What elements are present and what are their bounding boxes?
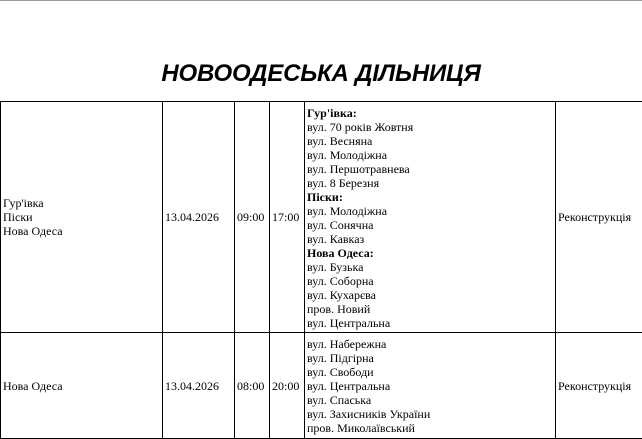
- localities-cell: [1, 102, 163, 333]
- street-name: вул. Весняна: [307, 134, 373, 148]
- end-time-cell: 20:00: [270, 333, 305, 439]
- street-name: вул. Підгірна: [307, 351, 374, 365]
- table-row: [1, 102, 642, 333]
- street-name: вул. Соборна: [307, 274, 374, 288]
- street-name: вул. Набережна: [307, 337, 387, 351]
- table-row: [1, 333, 642, 439]
- outage-schedule-table: [0, 101, 642, 439]
- street-name: вул. Кавказ: [307, 232, 365, 246]
- street-name: вул. Сонячна: [307, 218, 374, 232]
- date-cell: 13.04.2026: [163, 102, 235, 333]
- street-name: вул. Центральна: [307, 316, 391, 330]
- reason-cell: Реконструкція: [556, 333, 642, 439]
- street-group-heading: Піски:: [307, 190, 343, 204]
- locality-name: Гур'івка: [3, 196, 44, 210]
- street-group-heading: Нова Одеса:: [307, 246, 374, 260]
- locality-name: Нова Одеса: [3, 378, 63, 393]
- start-time-cell: 08:00: [235, 333, 270, 439]
- street-name: вул. 8 Березня: [307, 176, 380, 190]
- locality-name: Нова Одеса: [3, 224, 63, 238]
- street-name: вул. Кухарєва: [307, 288, 376, 302]
- street-name: вул. 70 років Жовтня: [307, 120, 414, 134]
- street-name: вул. Свободи: [307, 365, 374, 379]
- street-name: вул. Спаська: [307, 393, 372, 407]
- top-divider: [0, 0, 642, 1]
- end-time-cell: 17:00: [270, 102, 305, 333]
- street-name: пров. Новий: [307, 302, 371, 316]
- localities-cell: [1, 333, 163, 439]
- streets-cell: [305, 333, 556, 439]
- reason-cell: Реконструкція: [556, 102, 642, 333]
- street-name: вул. Молодіжна: [307, 148, 388, 162]
- locality-name: Піски: [3, 210, 33, 224]
- street-name: вул. Першотравнева: [307, 162, 410, 176]
- date-cell: 13.04.2026: [163, 333, 235, 439]
- streets-cell: [305, 102, 556, 333]
- street-name: вул. Центральна: [307, 379, 391, 393]
- street-name: вул. Захисників України: [307, 407, 431, 421]
- street-group-heading: Гур'івка:: [307, 106, 357, 120]
- page-title: НОВООДЕСЬКА ДІЛЬНИЦЯ: [161, 60, 481, 87]
- street-name: вул. Бузька: [307, 260, 364, 274]
- street-name: вул. Молодіжна: [307, 204, 388, 218]
- street-name: пров. Миколаївський: [307, 421, 415, 435]
- start-time-cell: 09:00: [235, 102, 270, 333]
